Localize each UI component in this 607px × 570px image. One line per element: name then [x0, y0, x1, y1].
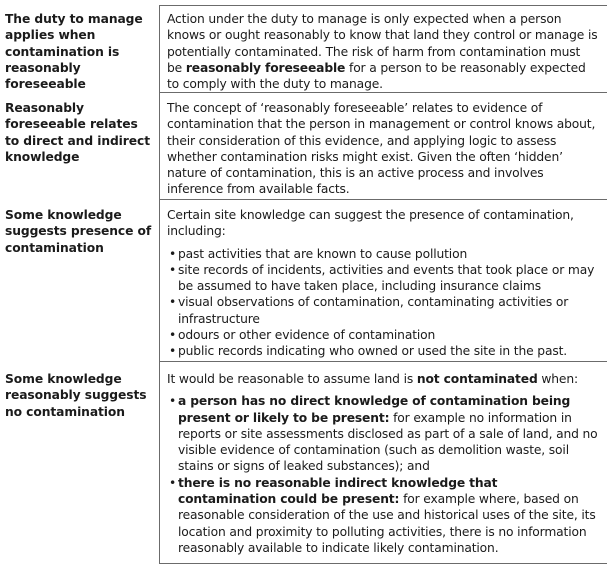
row-paragraph: Certain site knowledge can suggest the presence of contamination, including:: [167, 208, 574, 239]
table-row: [0, 5, 607, 92]
emphasis-text: reasonably foreseeable: [185, 60, 346, 75]
table-row: [0, 199, 607, 361]
list-item: • odours or other evidence of contamination: [169, 328, 436, 343]
row-divider: [159, 563, 607, 564]
row-paragraph: It would be reasonable to assume land is not contaminated when:: [167, 372, 578, 386]
list-item: • public records indicating who owned or used the site in the past.: [169, 344, 568, 359]
bullet-list: [167, 246, 599, 360]
list-item: • a person has no direct knowledge of contamination being present or likely to be present: for example no information in reports or site assessments disclosed as part of a sale of land, and no visible evidence of contamination (such as demolition waste, soil stains or signs of leaked substances); and: [169, 394, 598, 474]
row-label: The duty to manage applies when contamination is reasonably foreseeable: [5, 12, 143, 92]
list-item: • site records of incidents, activities and events that took place or may be assumed to have taken place, including insurance claims: [169, 262, 595, 294]
row-paragraph: The concept of ‘reasonably foreseeable’ relates to evidence of contamination that the person in management or control knows about, their consideration of this evidence, and applying logic to assess whether contamination risks might exist. Given the often ‘hidden’ nature of contamination, this is an active process and involves inference from available facts.: [167, 101, 596, 197]
row-content: [159, 199, 599, 361]
bullet-list: [167, 393, 599, 556]
list-item: • past activities that are known to cause pollution: [169, 246, 468, 261]
list-item: • visual observations of contamination, contaminating activities or infrastructure: [169, 295, 569, 326]
table-row: [0, 92, 607, 199]
row-paragraph: Action under the duty to manage is only expected when a person knows or ought reasonably to know that land they control or manage is potentially contaminated. The risk of harm from contamination must be reasonably foreseeable for a person to be reasonably expected to comply with the duty to manage.: [167, 12, 598, 92]
list-item: • there is no reasonable indirect knowledge that contamination could be present: for example where, based on reasonable consideration of the use and historical uses of the site, its location and proximity to polluting activities, there is no information reasonably available to indicate likely contamination.: [169, 475, 596, 555]
row-content: [159, 5, 599, 92]
table-row: [0, 361, 607, 563]
row-content: [159, 92, 599, 199]
row-content: [159, 361, 599, 563]
row-label: Some knowledge suggests presence of contamination: [5, 208, 152, 255]
row-label: Some knowledge reasonably suggests no contamination: [5, 372, 147, 419]
row-label: Reasonably foreseeable relates to direct and indirect knowledge: [5, 101, 150, 164]
emphasis-text: not contaminated: [416, 372, 538, 386]
